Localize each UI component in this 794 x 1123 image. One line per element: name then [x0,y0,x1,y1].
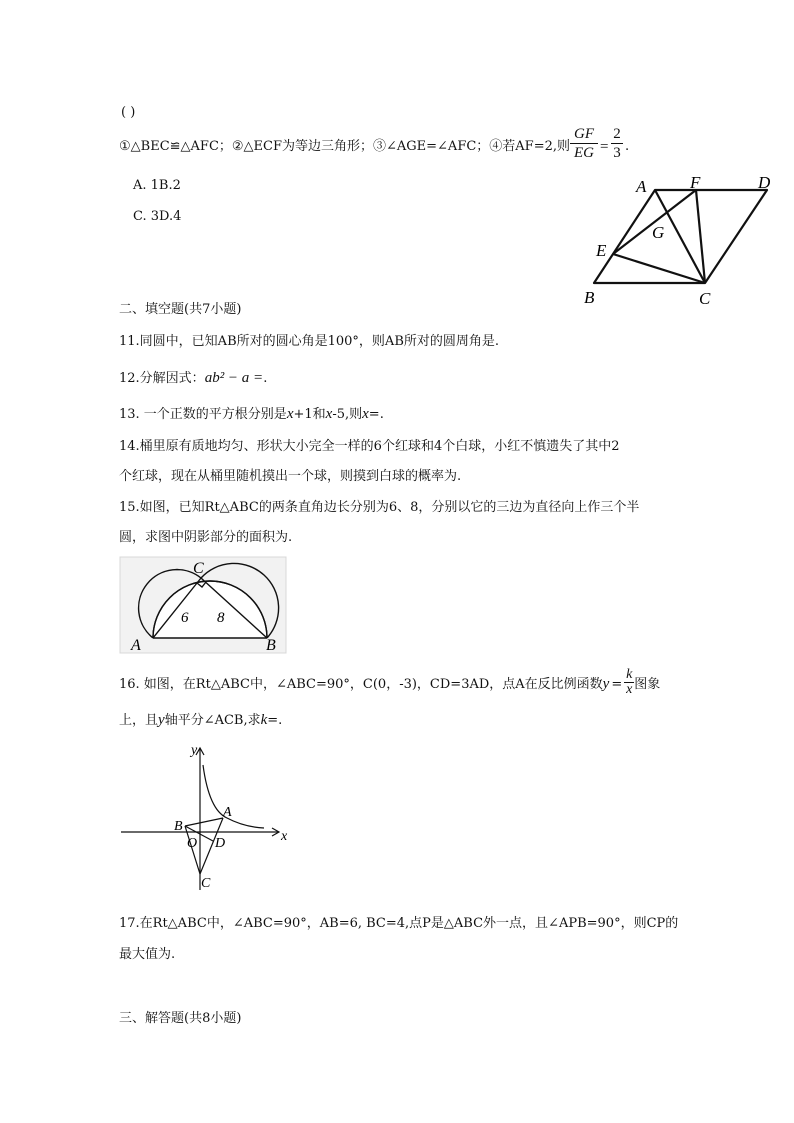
section-2-title: 二、填空题(共7小题) [119,302,242,317]
paren-blank: ( ) [121,105,136,120]
label-8: 8 [217,610,225,626]
parallelogram-figure [580,170,780,310]
var-x: x [362,406,369,422]
label-y: y [191,743,198,758]
semicircles-figure [119,556,289,656]
coordinate-figure [119,740,299,900]
var-x: x [325,406,333,422]
q16-text: 上，且 [119,713,159,728]
q12-suffix: . [263,371,268,386]
question-12 [119,369,267,388]
label-a: A [636,177,647,196]
q10-statement: ①△BEC≌△AFC；②△ECF为等边三角形；③∠AGE=∠AFC；④若AF=2,则 [119,139,570,154]
period: . [625,139,630,154]
fraction-two-thirds [611,126,623,161]
label-c: C [193,560,204,577]
label-6: 6 [181,610,189,626]
question-11: 11.同圆中，已知AB所对的圆心角是100°，则AB所对的圆周角是. [119,334,500,349]
label-c: C [699,289,711,308]
option-a-b: A. 1B.2 [133,178,181,193]
segment-ab [185,818,223,826]
label-o: O [187,836,198,851]
question-16-line-1 [119,667,661,699]
question-14-line-1: 14.桶里原有质地均匀、形状大小完全一样的6个红球和4个白球，小红不慎遗失了其中2 [119,439,620,454]
question-17-line-1: 17.在Rt△ABC中，∠ABC=90°，AB=6, BC=4,点P是△ABC外一点，且∠APB=90°，则CP的 [119,916,679,931]
q16-suffix: =. [267,713,283,728]
q13-text: +1和 [293,407,326,422]
label-b: B [584,288,595,307]
label-x: x [281,829,288,844]
equals-sign: = [611,677,623,692]
label-b: B [174,819,183,834]
label-a: A [131,637,141,654]
var-y: y [602,676,610,692]
q16-text: 16. 如图，在Rt△ABC中，∠ABC=90°，C(0，-3)，CD=3AD，点A在反比例函数 [119,677,603,692]
fraction-denominator: x [626,682,633,697]
label-c: C [201,876,211,891]
hyperbola-curve [203,765,264,828]
label-e: E [596,241,607,260]
q12-expression: ab² − a = [204,370,264,386]
fraction-denominator: 3 [613,145,621,161]
fraction-gf-eg [570,126,598,161]
q12-prefix: 12.分解因式： [119,371,205,386]
question-16-line-2 [119,711,282,730]
q13-suffix: =. [368,407,384,422]
section-3-title: 三、解答题(共8小题) [119,1011,242,1026]
label-d: D [758,173,771,192]
question-15-line-1: 15.如图，已知Rt△ABC的两条直角边长分别为6、8，分别以它的三边为直径向上作三个半 [119,500,640,515]
label-b: B [266,637,276,654]
question-17-line-2: 最大值为. [119,947,176,962]
equals-sign: = [600,139,609,155]
question-15-line-2: 圆，求图中阴影部分的面积为. [119,530,293,545]
q13-text: -5,则 [332,407,363,422]
label-d: D [215,836,226,851]
fraction-numerator: 2 [613,126,621,142]
q16-suffix: 图象 [634,677,661,692]
var-k: k [260,712,268,728]
fraction-k-over-x [624,668,634,697]
q16-text: 轴平分∠ACB,求 [164,713,261,728]
label-g: G [652,223,665,242]
question-14-line-2: 个红球，现在从桶里随机摸出一个球，则摸到白球的概率为. [119,469,462,484]
label-f: F [690,173,701,192]
option-c-d: C. 3D.4 [133,209,182,224]
fraction-numerator: GF [574,126,594,142]
fraction-numerator: k [626,667,633,682]
q13-prefix: 13. 一个正数的平方根分别是 [119,407,287,422]
var-x: x [286,406,294,422]
label-a: A [223,805,232,820]
question-13 [119,405,384,424]
fraction-denominator: EG [574,145,594,161]
var-y: y [158,712,165,728]
